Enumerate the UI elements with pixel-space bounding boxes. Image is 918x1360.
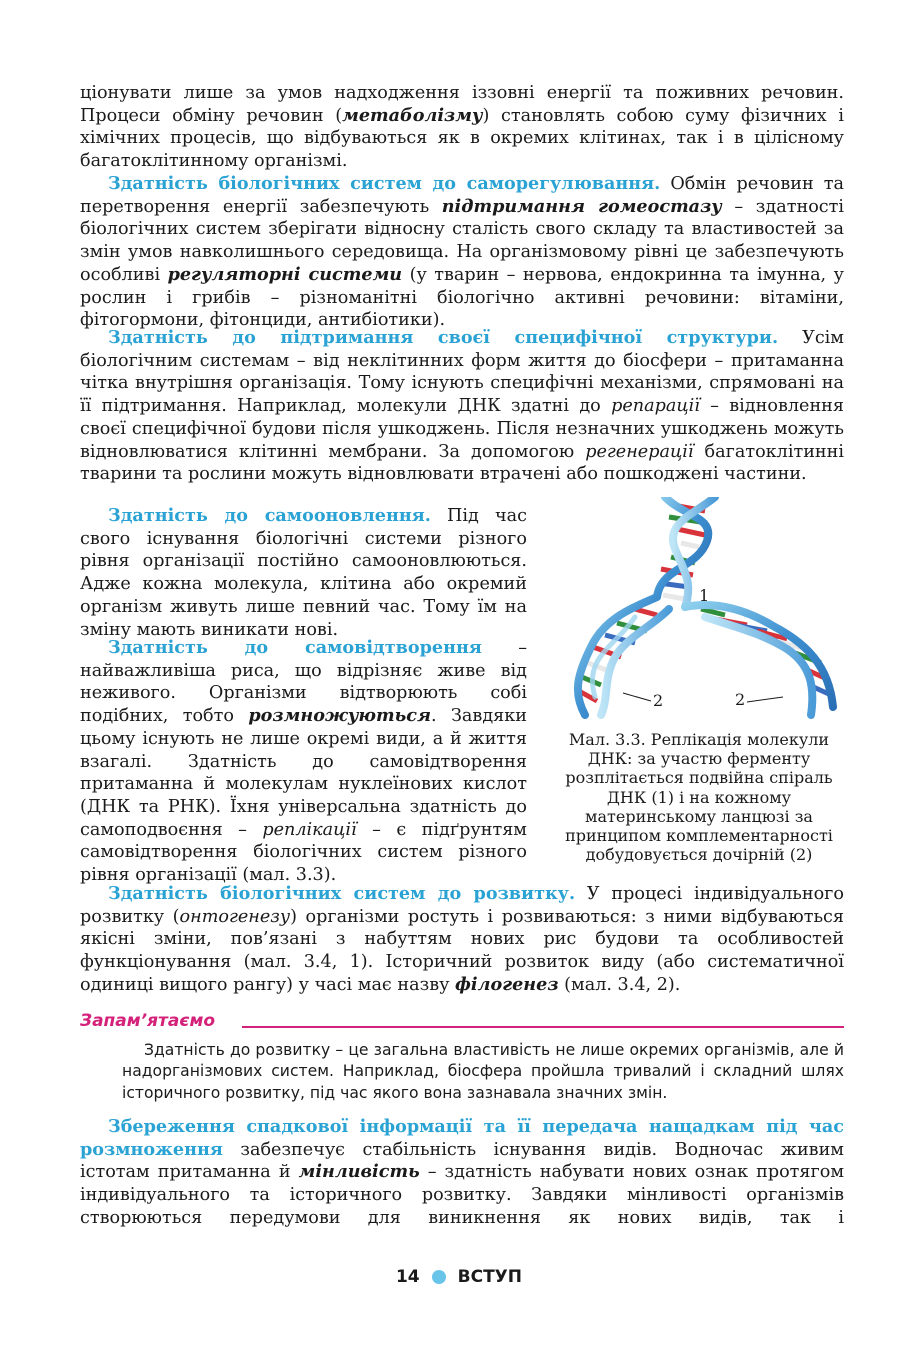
label-daughter-strand-right: 2 xyxy=(735,690,746,709)
figure-caption: Мал. 3.3. Реплікація молекули ДНК: за участю ферменту розплітається подвійна спіраль ДНК (1) і на кожному материнському ланцюзі за принципом комплементарності добудовується дочірній (2) xyxy=(565,730,833,865)
label-daughter-strand-left: 2 xyxy=(653,691,664,710)
paragraph-heredity: Збереження спадкової інформації та її передача нащадкам під час розмноження забезпечує стабільність існування видів. Водночас живим істотам притаманна й мінливість – здатність набувати нових ознак протягом індивідуального та історичного розвитку. Завдяки мінливості організмів створюються передумови для виникнення як нових видів, так і xyxy=(80,1116,845,1228)
paragraph-self-reproduction: Здатність до самовідтворення – найважливіша риса, що відрізняє живе від неживого. Організми відтворюють собі подібних, тобто розмножуються. Завдяки цьому існують не лише окремі види, а й життя взагалі. Здатність до самовідтворення притаманна й молекулам нуклеїнових кислот (ДНК та РНК). Їхня універсальна здатність до самоподвоєння – реплікації – є підґрунтям самовідтворення біологічних систем різного рівня організації (мал. 3.3). xyxy=(80,637,528,886)
dna-illustration xyxy=(565,497,841,719)
paragraph-self-renewal: Здатність до самооновлення. Під час свого існування біологічні системи різного рівня організації постійно самооновлюються. Адже кожна молекула, клітина або окремий організм живуть лише певний час. Тому їм на зміну мають виникати нові. xyxy=(80,505,527,640)
dna-replication-figure xyxy=(565,497,841,719)
remember-heading: Запам’ятаємо xyxy=(80,1011,216,1031)
section-title: ВСТУП xyxy=(457,1267,523,1287)
remember-divider xyxy=(242,1026,844,1028)
remember-text: Здатність до розвитку – це загальна властивість не лише окремих організмів, але й надорганізмових систем. Наприклад, біосфера пройшла тривалий і складний шлях історичного розвитку, під час якого вона зазнавала значних змін. xyxy=(122,1041,844,1102)
heading-structure: Здатність до підтримання своєї специфічної структури. xyxy=(108,327,779,348)
footer-dot-icon xyxy=(432,1270,446,1284)
paragraph-structure: Здатність до підтримання своєї специфічної структури. Усім біологічним системам – від неклітинних форм життя до біосфери – притаманна чітка внутрішня організація. Тому існують специфічні механізми, спрямовані на її підтримання. Наприклад, молекули ДНК здатні до репарації – відновлення своєї специфічної будови після ушкоджень. Після незначних ушкоджень можуть відновлюватися клітинні мембрани. За допомогою регенерації багатоклітинні тварини та рослини можуть відновлювати втрачені або пошкоджені частини. xyxy=(80,327,844,485)
paragraph-self-regulation: Здатність біологічних систем до саморегулювання. Обмін речовин та перетворення енергії забезпечують підтримання гомеостазу – здатності біологічних систем зберігати відносну сталість свого складу та властивостей за змін умов навколишнього середовища. На організмовому рівні це забезпечують особливі регуляторні системи (у тварин – нервова, ендокринна та імунна, у рослин і грибів – різноманітні біологічно активні речовини: вітаміни, фітогормони, фітонциди, антибіотики). xyxy=(80,173,845,331)
heading-self-renewal: Здатність до самооновлення. xyxy=(108,505,431,526)
heading-self-reproduction: Здатність до самовідтворення xyxy=(108,637,482,658)
heading-heredity: Збереження спадкової інформації та її передача нащадкам під час розмноження xyxy=(80,1116,844,1160)
heading-development: Здатність біологічних систем до розвитку. xyxy=(108,883,576,904)
page-number: 14 xyxy=(395,1267,420,1287)
heading-self-regulation: Здатність біологічних систем до саморегулювання. xyxy=(108,173,661,194)
page-footer xyxy=(0,1267,918,1287)
label-parental-strand: 1 xyxy=(699,586,710,605)
paragraph-intro: ціонувати лише за умов надходження іззовні енергії та поживних речовин. Процеси обміну речовин (метаболізму) становлять собою суму фізичних і хімічних процесів, що відбуваються як в окремих клітинах, так і в цілісному багатоклітинному організмі. xyxy=(80,83,844,172)
paragraph-development: Здатність біологічних систем до розвитку. У процесі індивідуального розвитку (онтогенезу) організми ростуть і розвиваються: з ними відбуваються якісні зміни, пов’язані з набуттям нових рис будови та особливостей функціонування (мал. 3.4, 1). Історичний розвиток виду (або систематичної одиниці вищого рангу) у часі має назву філогенез (мал. 3.4, 2). xyxy=(80,883,844,995)
